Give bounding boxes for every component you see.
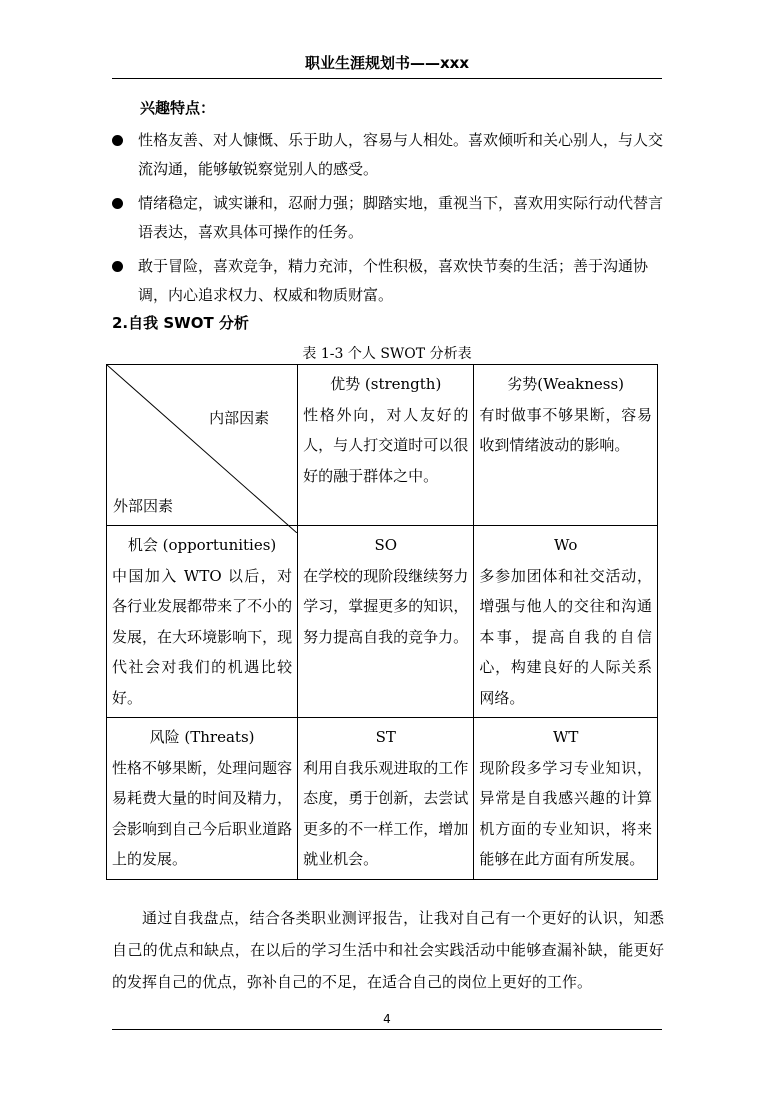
diagonal-header-cell xyxy=(107,365,298,526)
opportunities-text: 中国加入 WTO 以后，对各行业发展都带来了不小的发展，在大环境影响下，现代社会对我们的机遇比较好。 xyxy=(112,566,293,707)
wt-title: WT xyxy=(552,728,579,746)
list-item xyxy=(112,126,664,184)
bullet-dot-icon xyxy=(112,198,123,209)
threats-title: 风险 (Threats) xyxy=(149,728,255,746)
table-row xyxy=(107,365,658,526)
table-row xyxy=(107,718,658,880)
so-title: SO xyxy=(374,536,398,554)
threats-cell xyxy=(107,718,298,880)
list-item xyxy=(112,252,664,310)
table-caption: 表 1-3 个人 SWOT 分析表 xyxy=(302,346,472,362)
table-row xyxy=(107,526,658,718)
bullet-text: 性格友善、对人慷慨、乐于助人，容易与人相处。喜欢倾听和关心别人，与人交流沟通，能够敏锐察觉别人的感受。 xyxy=(138,131,664,178)
bullet-text: 敢于冒险，喜欢竞争，精力充沛，个性积极，喜欢快节奏的生活；善于沟通协调，内心追求权力、权威和物质财富。 xyxy=(138,257,649,304)
strength-title: 优势 (strength) xyxy=(330,375,442,393)
st-text: 利用自我乐观进取的工作态度，勇于创新，去尝试更多的不一样工作，增加就业机会。 xyxy=(303,758,469,868)
so-text: 在学校的现阶段继续努力学习，掌握更多的知识，努力提高自我的竞争力。 xyxy=(303,566,469,646)
page-number: 4 xyxy=(383,1012,391,1026)
swot-table xyxy=(106,364,658,880)
threats-text: 性格不够果断，处理问题容易耗费大量的时间及精力，会影响到自己今后职业道路上的发展。 xyxy=(112,758,293,868)
outer-factor-label: 外部因素 xyxy=(113,497,174,515)
wo-cell xyxy=(474,526,658,718)
header-divider xyxy=(112,78,662,79)
bullet-dot-icon xyxy=(112,261,123,272)
footer-divider xyxy=(112,1029,662,1030)
strength-text: 性格外向，对人友好的人，与人打交道时可以很好的融于群体之中。 xyxy=(303,405,469,485)
conclusion-paragraph: 通过自我盘点，结合各类职业测评报告，让我对自己有一个更好的认识，知悉自己的优点和缺点，在以后的学习生活中和社会实践活动中能够查漏补缺，能更好的发挥自己的优点，弥补自己的不足，在适合自己的岗位上更好的工作。 xyxy=(112,909,664,991)
st-cell xyxy=(298,718,474,880)
weakness-text: 有时做事不够果断，容易收到情绪波动的影响。 xyxy=(479,405,652,454)
interest-bullet-list xyxy=(112,126,664,315)
wt-cell xyxy=(474,718,658,880)
inner-factor-label: 内部因素 xyxy=(209,409,270,427)
wt-text: 现阶段多学习专业知识，异常是自我感兴趣的计算机方面的专业知识，将来能够在此方面有所发展。 xyxy=(479,758,652,868)
wo-title: Wo xyxy=(553,536,578,554)
list-item xyxy=(112,189,664,247)
bullet-text: 情绪稳定，诚实谦和，忍耐力强；脚踏实地，重视当下，喜欢用实际行动代替言语表达，喜欢具体可操作的任务。 xyxy=(138,194,664,241)
bullet-dot-icon xyxy=(112,135,123,146)
st-title: ST xyxy=(375,728,396,746)
opportunities-title: 机会 (opportunities) xyxy=(127,536,277,554)
wo-text: 多参加团体和社交活动，增强与他人的交往和沟通本事，提高自我的自信心，构建良好的人际关系网络。 xyxy=(479,566,652,707)
opportunities-cell xyxy=(107,526,298,718)
so-cell xyxy=(298,526,474,718)
interest-label: 兴趣特点： xyxy=(140,99,216,117)
strength-cell xyxy=(298,365,474,526)
weakness-title: 劣势(Weakness) xyxy=(507,375,625,393)
section-heading: 2.自我 SWOT 分析 xyxy=(112,314,249,332)
page-header-title: 职业生涯规划书——xxx xyxy=(304,54,470,72)
weakness-cell xyxy=(474,365,658,526)
